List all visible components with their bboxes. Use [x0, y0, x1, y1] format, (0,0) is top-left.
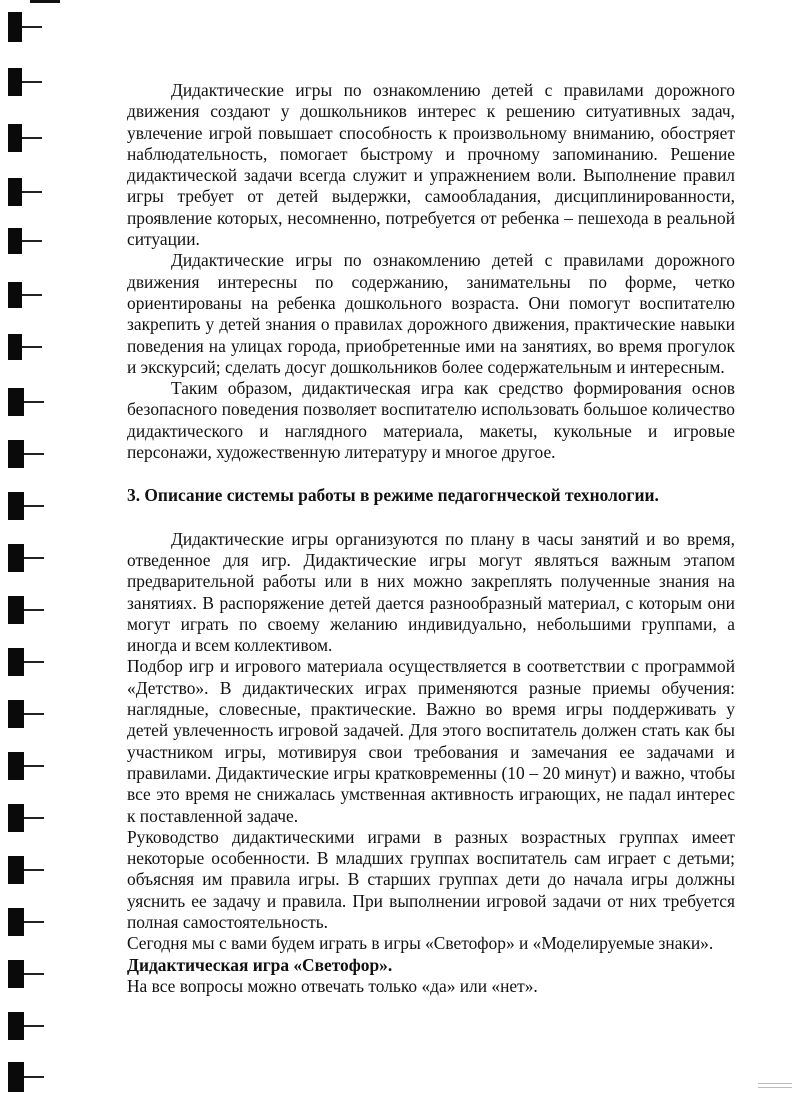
- binding-hole: [8, 960, 24, 988]
- binding-hole: [8, 334, 22, 360]
- binding-hole: [8, 648, 24, 676]
- binding-hole: [8, 544, 24, 572]
- scan-mark: [30, 0, 60, 3]
- game-heading: Дидактическая игра «Светофор».: [127, 954, 393, 975]
- binding-hole: [8, 492, 24, 520]
- binding-hole: [8, 908, 24, 936]
- binding-hole: [8, 752, 24, 780]
- binding-hole: [8, 124, 22, 152]
- binding-hole: [8, 388, 24, 416]
- binding-hole: [8, 12, 22, 42]
- binding-hole: [8, 856, 24, 884]
- scan-corner-mark: [758, 1083, 792, 1095]
- binding-hole: [8, 228, 22, 254]
- paragraph: Дидактические игры организуются по плану в часы занятий и во время, отведенное для игр. Дидактические игры могут являться важным этапом предварительной работы или в них можно закреплять полученные знания на занятиях. В распоряжение детей дается разнообразный материал, с которым они могут играть по своему желанию индивидуально, небольшими группами, а иногда и всем коллективом.: [127, 528, 735, 656]
- paragraph: Сегодня мы с вами будем играть в игры «Светофор» и «Моделируемые знаки».: [127, 933, 714, 954]
- binding-hole: [8, 1062, 24, 1092]
- paragraph: Дидактические игры по ознакомлению детей с правилами дорожного движения создают у дошкольников интерес к решению ситуативных задач, увлечение игрой повышает способность к произвольному вниманию, обостряет наблюдательность, помогает быстрому и прочному запоминанию. Решение дидактической задачи всегда служит и упражнением воли. Выполнение правил игры требует от детей выдержки, самообладания, дисциплинированности, проявление которых, несомненно, потребуется от ребенка – пешехода в реальной ситуации.: [127, 80, 735, 250]
- binding-hole: [8, 68, 22, 96]
- binding-hole: [8, 596, 24, 624]
- binding-hole: [8, 1012, 24, 1040]
- binding-hole: [8, 282, 22, 308]
- binding-strip: [0, 0, 30, 1101]
- paragraph: Руководство дидактическими играми в разных возрастных группах имеет некоторые особенности. В младших группах воспитатель сам играет с детьми; объясняя им правила игры. В старших группах дети до начала игры должны уяснить ее задачу и правила. При выполнении игровой задачи от них требуется полная самостоятельность.: [127, 826, 735, 932]
- document-page: [127, 80, 735, 997]
- binding-hole: [8, 700, 24, 728]
- game-instruction: На все вопросы можно отвечать только «да» или «нет».: [127, 975, 538, 996]
- binding-hole: [8, 440, 24, 468]
- paragraph: Подбор игр и игрового материала осуществляется в соответствии с программой «Детство». В дидактических играх применяются разные приемы обучения: наглядные, словесные, практические. Важно во время игры поддерживать у детей увлеченность игровой задачей. Для этого воспитатель должен стать как бы участником игры, мотивируя свои требования и замечания ее задачами и правилами. Дидактические игры кратковременны (10 – 20 минут) и важно, чтобы все это время не снижалась умственная активность играющих, не падал интерес к поставленной задаче.: [127, 656, 735, 826]
- binding-hole: [8, 804, 24, 832]
- section-heading: 3. Описание системы работы в режиме педагогнческой технологии.: [127, 485, 659, 506]
- paragraph: Таким образом, дидактическая игра как средство формирования основ безопасного поведения позволяет воспитателю использовать большое количество дидактического и наглядного материала, макеты, кукольные и игровые персонажи, художественную литературу и многое другое.: [127, 378, 735, 463]
- paragraph: Дидактические игры по ознакомлению детей с правилами дорожного движения интересны по содержанию, занимательны по форме, четко ориентированы на ребенка дошкольного возраста. Они помогут воспитателю закрепить у детей знания о правилах дорожного движения, практические навыки поведения на улицах города, приобретенные ими на занятиях, во время прогулок и экскурсий; сделать досуг дошкольников более содержательным и интересным.: [127, 250, 735, 377]
- binding-hole: [8, 178, 22, 206]
